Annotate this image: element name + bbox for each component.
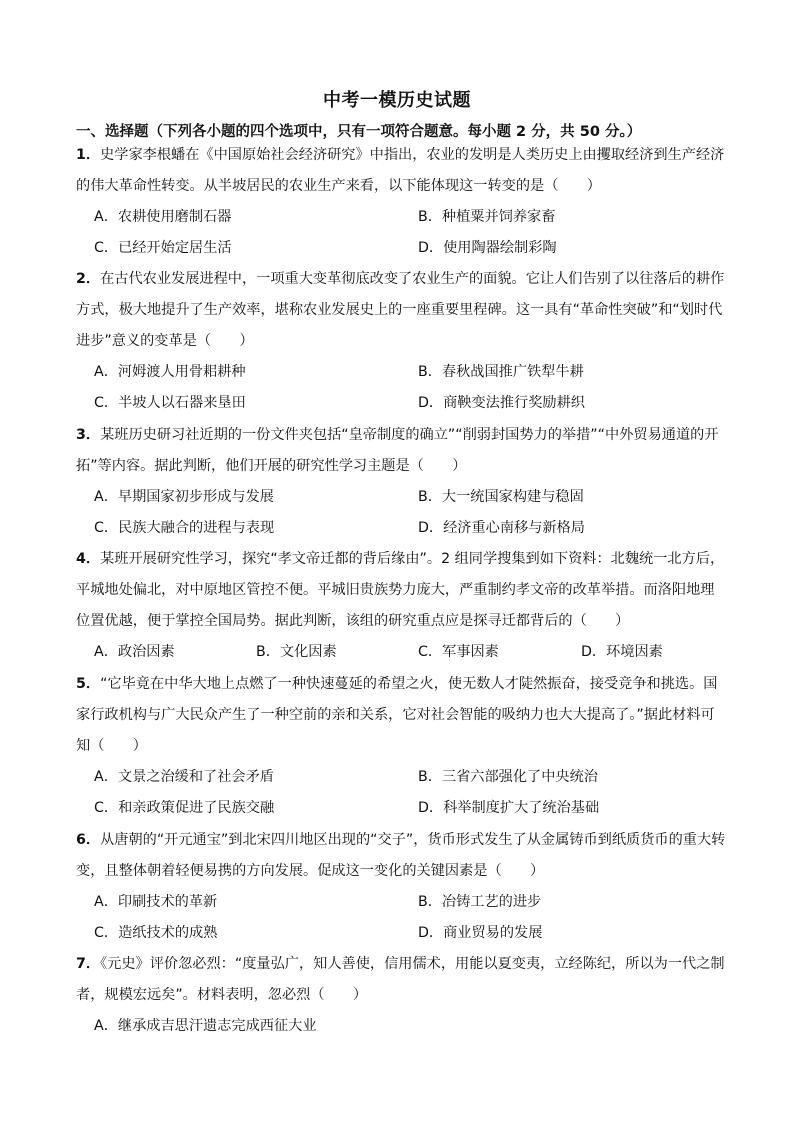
question-3-line-1: 3．某班历史研习社近期的一份文件夹包括“皇帝制度的确立”“削弱封国势力的举措”“中外贸易通道的开	[76, 427, 719, 443]
option-b: B．三省六部强化了中央统治	[418, 769, 598, 785]
option-a: A．继承成吉思汗遗志完成西征大业	[94, 1018, 317, 1034]
question-number: 5．	[76, 676, 101, 692]
option-b: B．冶铸工艺的进步	[418, 894, 542, 910]
question-7-line-1: 7．《元史》评价忽必烈：“度量弘广，知人善使，信用儒术，用能以夏变夷，立经陈纪，所以为一代之制	[76, 956, 725, 972]
option-b: B．文化因素	[256, 644, 337, 660]
question-1-line-2: 的伟大革命性转变。从半坡居民的农业生产来看，以下能体现这一转变的是（ ）	[76, 178, 601, 194]
option-a: A．印刷技术的革新	[94, 894, 218, 910]
page-title: 中考一模历史试题	[323, 90, 471, 111]
question-number: 7．	[76, 956, 101, 972]
question-number: 6．	[76, 832, 101, 848]
option-a: A．河姆渡人用骨耜耕种	[94, 364, 246, 380]
question-6-line-1: 6．从唐朝的“开元通宝”到北宋四川地区出现的“交子”，货币形式发生了从金属铸币到纸质货币的重大转	[76, 832, 726, 848]
question-2-line-1: 2．在古代农业发展进程中，一项重大变革彻底改变了农业生产的面貌。它让人们告别了以往落后的耕作	[76, 271, 725, 287]
option-a: A．农耕使用磨制石器	[94, 209, 232, 225]
question-7-line-2: 者，规模宏远矣”。材料表明，忽必烈（ ）	[76, 987, 368, 1003]
option-c: C．半坡人以石器来垦田	[94, 395, 246, 411]
option-c: C．造纸技术的成熟	[94, 925, 218, 941]
option-b: B．春秋战国推广铁犁牛耕	[418, 364, 584, 380]
option-d: D．经济重心南移与新格局	[418, 520, 585, 536]
option-d: D．科举制度扩大了统治基础	[418, 800, 600, 816]
option-a: A．早期国家初步形成与发展	[94, 489, 274, 505]
question-4-line-3: 位置优越，便于掌控全国局势。据此判断，该组的研究重点应是探寻迁都背后的（ ）	[76, 613, 630, 629]
question-number: 2．	[76, 271, 101, 287]
option-c: C．和亲政策促进了民族交融	[94, 800, 275, 816]
question-4-line-1: 4．某班开展研究性学习，探究“孝文帝迁都的背后缘由”。2 组同学搜集到如下资料：北魏统一北方后，	[76, 551, 725, 567]
question-3-line-2: 拓”等内容。据此判断，他们开展的研究性学习主题是（ ）	[76, 458, 467, 474]
option-b: B．种植粟并饲养家畜	[418, 209, 556, 225]
option-a: A．政治因素	[94, 644, 175, 660]
question-2-line-2: 方式，极大地提升了生产效率，堪称农业发展史上的一座重要里程碑。这一具有“革命性突破”和“划时代	[76, 302, 723, 318]
question-number: 3．	[76, 427, 101, 443]
question-1-line-1: 1．史学家李根蟠在《中国原始社会经济研究》中指出，农业的发明是人类历史上由攫取经济到生产经济	[76, 147, 725, 163]
question-5-line-3: 知（ ）	[76, 738, 147, 754]
option-d: D．商业贸易的发展	[418, 925, 543, 941]
option-d: D．使用陶器绘制彩陶	[418, 240, 557, 256]
option-d: D．环境因素	[581, 644, 663, 660]
question-number: 1．	[76, 147, 101, 163]
option-d: D．商鞅变法推行奖励耕织	[418, 395, 585, 411]
question-4-line-2: 平城地处偏北，对中原地区管控不便。平城旧贵族势力庞大，严重制约孝文帝的改革举措。而洛阳地理	[76, 582, 715, 598]
option-c: C．已经开始定居生活	[94, 240, 232, 256]
section-heading: 一、选择题（下列各小题的四个选项中，只有一项符合题意。每小题 2 分，共 50 分。）	[76, 124, 642, 140]
question-5-line-2: 家行政机构与广大民众产生了一种空前的亲和关系，它对社会智能的吸纳力也大大提高了。”据此材料可	[76, 707, 715, 723]
option-a: A．文景之治缓和了社会矛盾	[94, 769, 274, 785]
question-number: 4．	[76, 551, 101, 567]
option-c: C．军事因素	[418, 644, 499, 660]
question-5-line-1: 5．“它毕竟在中华大地上点燃了一种快速蔓延的希望之火，使无数人才陡然振奋，接受竞争和挑选。国	[76, 676, 718, 692]
option-c: C．民族大融合的进程与表现	[94, 520, 275, 536]
option-b: B．大一统国家构建与稳固	[418, 489, 584, 505]
question-2-line-3: 进步”意义的变革是（ ）	[76, 333, 254, 349]
question-6-line-2: 变，且整体朝着轻便易携的方向发展。促成这一变化的关键因素是（ ）	[76, 863, 545, 879]
